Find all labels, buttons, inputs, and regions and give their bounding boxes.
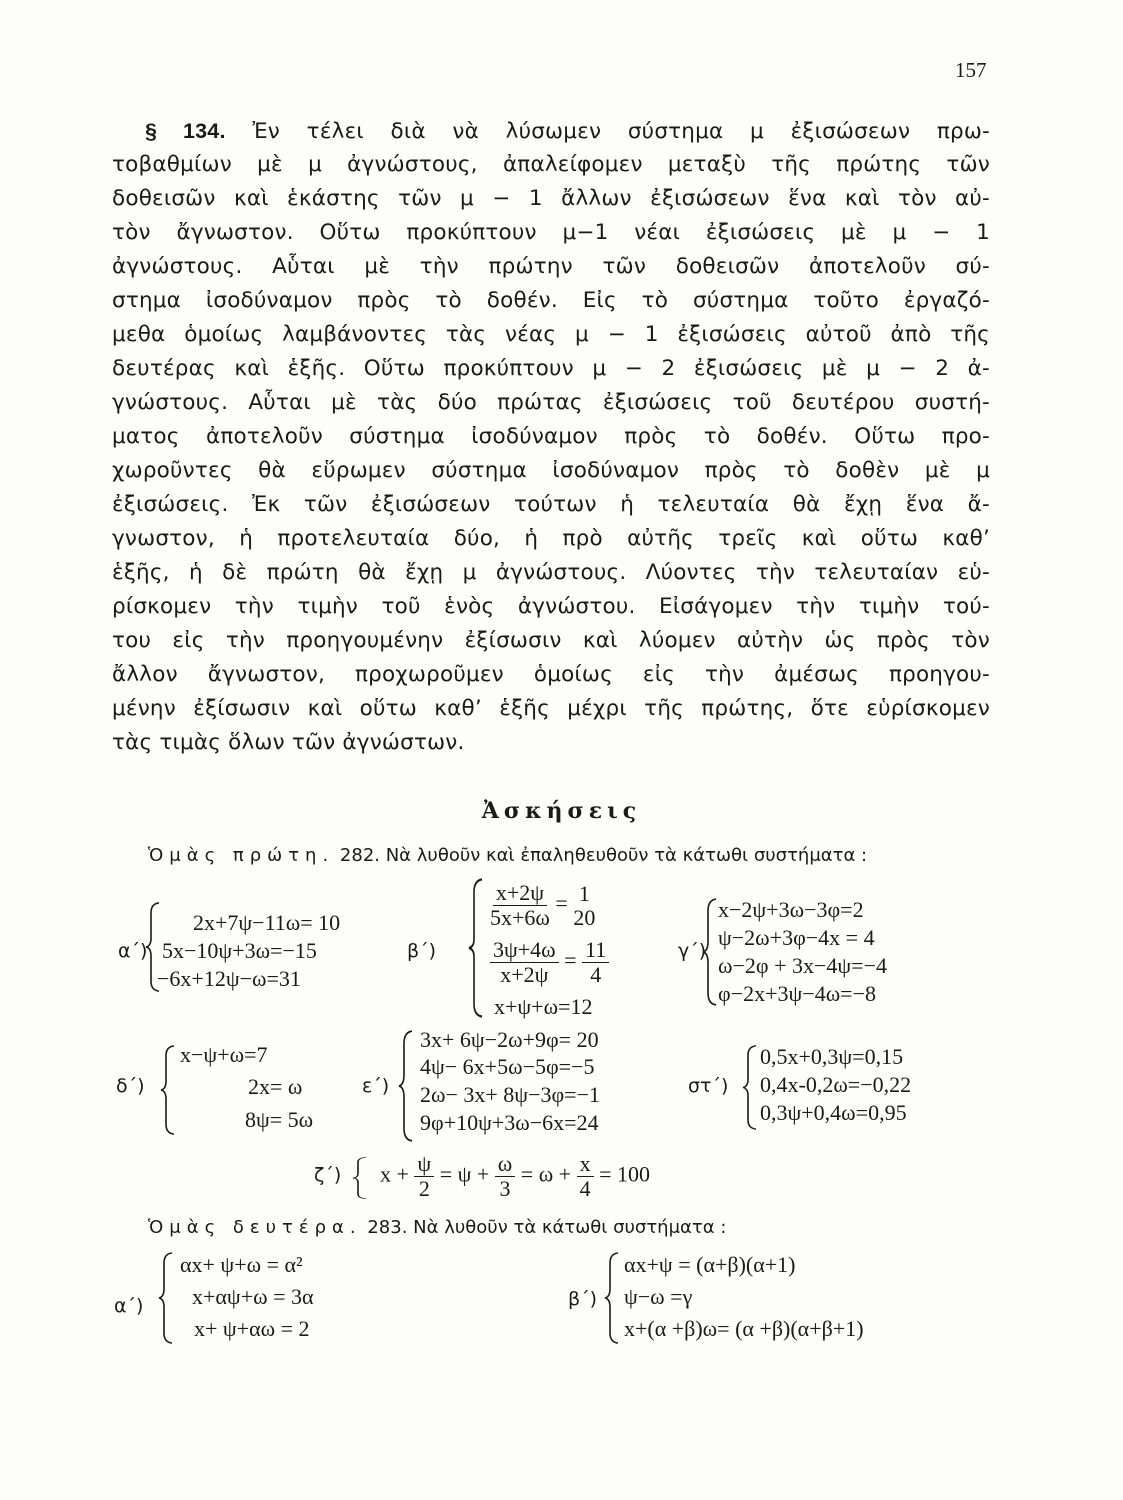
equation: x+αψ+ω = 3α [192,1284,314,1309]
system-label: α΄) [114,1295,144,1317]
fraction-equation [490,938,609,987]
chained-equation [380,1152,650,1201]
paragraph-line: στημα ἰσοδύναμον πρὸς τὸ δοθέν. Εἰς τὸ σύστημα τοῦτο ἐργαζό- [112,288,990,313]
equation: 0,3ψ+0,4ω=0,95 [760,1100,907,1125]
system-label: στ΄) [688,1075,729,1097]
fraction [582,938,609,987]
equation: 2x= ω [248,1074,303,1099]
brace-icon [604,1252,620,1344]
fraction [573,882,595,930]
equation: 5x−10ψ+3ω=−15 [162,938,317,963]
numerator: ψ [414,1152,434,1177]
equation: 0,5x+0,3ψ=0,15 [760,1044,904,1069]
paragraph-line: γνωστον, ἡ προτελευταία δύο, ἡ πρὸ αὐτῆς τρεῖς καὶ οὕτω καθ’ [112,526,990,551]
group-name: Ὁμὰς πρώτη. [148,845,335,866]
equation: ω−2φ + 3x−4ψ=−4 [718,953,887,978]
equation: αx+ ψ+ω = α² [180,1252,303,1277]
group2-title [148,1217,726,1238]
paragraph-line [145,116,990,147]
brace-icon [160,1045,176,1135]
denominator: 2 [418,1176,430,1201]
brace-icon [352,1157,368,1199]
equation: x−ψ+ω=7 [180,1042,268,1067]
equation: 2x+7ψ−11ω= 10 [193,910,341,935]
equation: ψ−ω =γ [624,1284,693,1309]
brace-icon [468,878,484,1018]
group-name: Ὁμὰς δευτέρα. [148,1217,362,1238]
fraction [414,1152,434,1201]
fraction [495,1152,515,1201]
fraction [490,938,559,987]
denominator: 4 [579,1176,591,1201]
brace-icon [742,1045,758,1130]
term: = ψ + [439,1161,490,1187]
brace-icon [702,898,718,1006]
numerator: ω [495,1152,515,1177]
fraction [577,1152,594,1201]
fraction-equation [490,881,595,930]
group1-title [148,845,867,866]
equals-sign: = [555,890,568,916]
brace-icon [158,1252,174,1344]
denominator: 20 [573,904,596,930]
paragraph-line: ἄλλον ἄγνωστον, προχωροῦμεν ὁμοίως εἰς τὴν ἀμέσως προηγου- [112,662,990,687]
system-label: ζ΄) [314,1164,342,1186]
term: = 100 [599,1161,650,1187]
numerator: x [577,1152,594,1177]
brace-icon [398,1030,414,1142]
numerator: 1 [578,880,590,906]
paragraph-line: δευτέρας καὶ ἑξῆς. Οὕτω προκύπτουν μ − 2 ἐξισώσεις μὲ μ − 2 ἀ- [112,356,990,381]
denominator: 5x+6ω [490,905,550,930]
paragraph-line: ματος ἀποτελοῦν σύστημα ἰσοδύναμον πρὸς τὸ δοθέν. Οὕτω προ- [112,424,990,449]
equation: x+ ψ+αω = 2 [194,1316,310,1341]
numerator: 11 [582,938,609,963]
paragraph-line: μεθα ὁμοίως λαμβάνοντες τὰς νέας μ − 1 ἐξισώσεις αὐτοῦ ἀπὸ τῆς [112,322,990,347]
equation: 3x+ 6ψ−2ω+9φ= 20 [420,1027,599,1052]
equation: 0,4x-0,2ω=−0,22 [760,1072,912,1097]
group-instruction: 283. Νὰ λυθοῦν τὰ κάτωθι συστήματα : [367,1217,727,1238]
paragraph-line: μένην ἐξίσωσιν καὶ οὕτω καθ’ ἑξῆς μέχρι τῆς πρώτης, ὅτε εὑρίσκομεν [112,696,990,721]
group-instruction: 282. Νὰ λυθοῦν καὶ ἐπαληθευθοῦν τὰ κάτωθι συστήματα : [339,845,868,866]
equation: 4ψ− 6x+5ω−5φ=−5 [420,1054,595,1079]
paragraph-line: ἐξισώσεις. Ἐκ τῶν ἐξισώσεων τούτων ἡ τελευταία θὰ ἔχῃ ἕνα ἄ- [112,492,990,517]
numerator: 3ψ+4ω [490,938,559,963]
paragraph-line: τὸν ἄγνωστον. Οὕτω προκύπτουν μ−1 νέαι ἐξισώσεις μὲ μ − 1 [112,220,990,245]
equation: 9φ+10ψ+3ω−6x=24 [420,1110,599,1135]
system-label: γ΄) [678,940,707,962]
equation: x+(α +β)ω= (α +β)(α+β+1) [624,1316,864,1341]
paragraph-line: χωροῦντες θὰ εὕρωμεν σύστημα ἰσοδύναμον πρὸς τὸ δοθὲν μὲ μ [112,458,990,483]
system-label: β΄) [568,1288,598,1310]
paragraph-line: γνώστους. Αὗται μὲ τὰς δύο πρώτας ἐξισώσεις τοῦ δευτέρου συστή- [112,390,990,415]
system-label: α΄) [118,940,148,962]
denominator: x+2ψ [500,962,549,987]
numerator: x+2ψ [493,881,547,906]
paragraph-line: ἀγνώστους. Αὗται μὲ τὴν πρώτην τῶν δοθεισῶν ἀποτελοῦν σύ- [112,254,990,279]
equation: ψ−2ω+3φ−4x = 4 [718,925,875,950]
page-number: 157 [955,58,987,82]
equation: 8ψ= 5ω [245,1107,314,1132]
term: = ω + [520,1161,572,1187]
equation: −6x+12ψ−ω=31 [157,966,301,991]
equation: φ−2x+3ψ−4ω=−8 [718,981,876,1006]
fraction [490,881,550,930]
paragraph-line: δοθεισῶν καὶ ἑκάστης τῶν μ − 1 ἄλλων ἐξισώσεων ἕνα καὶ τὸν αὐ- [112,186,990,211]
paragraph-line: του εἰς τὴν προηγουμένην ἐξίσωσιν καὶ λύομεν αὐτὴν ὡς πρὸς τὸν [112,628,990,653]
denominator: 4 [590,962,602,987]
exercises-heading: Ἀσκήσεις [481,798,642,824]
paragraph-line: ρίσκομεν τὴν τιμὴν τοῦ ἑνὸς ἀγνώστου. Εἰσάγομεν τὴν τιμὴν τού- [112,594,990,619]
equals-sign: = [564,947,577,973]
denominator: 3 [499,1176,511,1201]
equation: αx+ψ = (α+β)(α+1) [624,1252,796,1277]
line-text: Ἐν τέλει διὰ νὰ λύσωμεν σύστημα μ ἐξισώσεων πρω- [252,119,990,144]
paragraph-line: τοβαθμίων μὲ μ ἀγνώστους, ἀπαλείφομεν μεταξὺ τῆς πρώτης τῶν [112,152,990,177]
system-label: ε΄) [362,1075,390,1097]
paragraph-line: ἑξῆς, ἡ δὲ πρώτη θὰ ἔχῃ μ ἀγνώστους. Λύοντες τὴν τελευταίαν εὑ- [112,560,990,585]
system-label: β΄) [407,940,437,962]
equation: x+ψ+ω=12 [494,994,593,1019]
term: x + [380,1161,409,1187]
paragraph-line: τὰς τιμὰς ὅλων τῶν ἀγνώστων. [112,730,465,755]
section-number: § 134. [145,119,226,143]
system-label: δ΄) [116,1075,145,1097]
equation: x−2ψ+3ω−3φ=2 [718,897,864,922]
equation: 2ω− 3x+ 8ψ−3φ=−1 [420,1082,600,1107]
